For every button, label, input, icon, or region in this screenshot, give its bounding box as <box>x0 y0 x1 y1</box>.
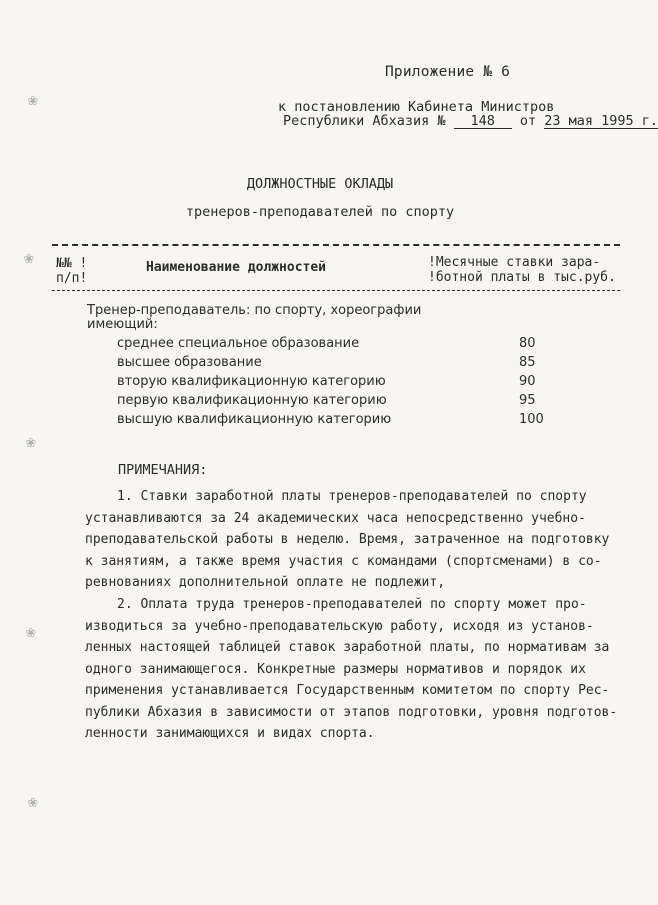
table-top-rule <box>52 244 620 246</box>
note-line: к занятиям, а также время участия с командами (спортсменами) в со- <box>85 553 602 569</box>
note-line: ленности занимающихся и видах спорта. <box>85 726 375 741</box>
table-row-label: среднее специальное образование <box>117 336 360 351</box>
table-row-value: 85 <box>519 355 536 370</box>
note-line: изводиться за учебно-преподавательскую работу, исходя из установ- <box>85 618 594 634</box>
document-subtitle: тренеров-преподавателей по спорту <box>185 204 455 220</box>
note-line: ленных настоящей таблицей ставок заработной платы, по нормативам за <box>85 640 610 655</box>
note-line: ревнованиях дополнительной оплате не подлежит, <box>85 575 446 590</box>
table-row-value: 100 <box>519 412 544 427</box>
punch-mark-1: ❀ <box>28 90 38 109</box>
punch-mark-5: ❀ <box>28 792 38 811</box>
table-row-label: высшую квалификационную категорию <box>117 412 392 427</box>
table-row-value: 95 <box>519 393 536 408</box>
decree-line-1: к постановлению Кабинета Министров <box>278 99 555 115</box>
decree-from: от <box>519 113 537 129</box>
table-header-rule <box>52 290 620 291</box>
table-row-value: 80 <box>519 336 536 351</box>
table-row-label: первую квалификационную категорию <box>117 393 387 408</box>
position-group-line-2: имеющий: <box>87 317 158 332</box>
note-line: применения устанавливается Государственным комитетом по спорту Рес- <box>85 683 610 698</box>
note-line: одного занимающегося. Конкретные размеры нормативов и порядок их <box>85 661 586 677</box>
note-paragraph-1 <box>85 486 610 594</box>
table-row-label: высшее образование <box>117 355 262 370</box>
col-name-header: Наименование должностей <box>146 260 327 275</box>
col-number-header-2: п/п! <box>56 271 88 286</box>
document-title: ДОЛЖНОСТНЫЕ ОКЛАДЫ <box>246 176 394 192</box>
punch-mark-4: ❀ <box>26 622 36 641</box>
position-group-line-1: Тренер-преподаватель: по спорту, хореографии <box>87 303 422 318</box>
col-number-header-1: №№ ! <box>56 256 88 271</box>
col-rate-header-1: !Месячные ставки зара- <box>428 255 601 270</box>
punch-mark-3: ❀ <box>26 432 36 451</box>
note-line: устанавливаются за 24 академических часа непосредственно учебно- <box>85 510 586 526</box>
table-row-value: 90 <box>519 374 536 389</box>
note-paragraph-2 <box>85 594 618 745</box>
appendix-number: Приложение № 6 <box>385 64 511 80</box>
notes-heading: ПРИМЕЧАНИЯ: <box>118 462 208 478</box>
note-line: 2. Оплата труда тренеров-преподавателей по спорту может про- <box>117 597 587 612</box>
table-row-label: вторую квалификационную категорию <box>117 374 386 389</box>
decree-date: 23 мая 1995 г. <box>544 113 658 129</box>
punch-mark-2: ❀ <box>24 248 34 267</box>
note-line: преподавательской работы в неделю. Время, затраченное на подготовку <box>85 532 610 547</box>
note-line: публики Абхазия в зависимости от этапов подготовки, уровня подготов- <box>85 704 618 720</box>
decree-line-2 <box>283 113 658 129</box>
decree-prefix: Республики Абхазия № <box>283 113 446 129</box>
note-line: 1. Ставки заработной платы тренеров-преподавателей по спорту <box>117 489 587 504</box>
decree-number: 148 <box>454 115 512 129</box>
col-rate-header-2: !ботной платы в тыс.руб. <box>428 270 616 285</box>
